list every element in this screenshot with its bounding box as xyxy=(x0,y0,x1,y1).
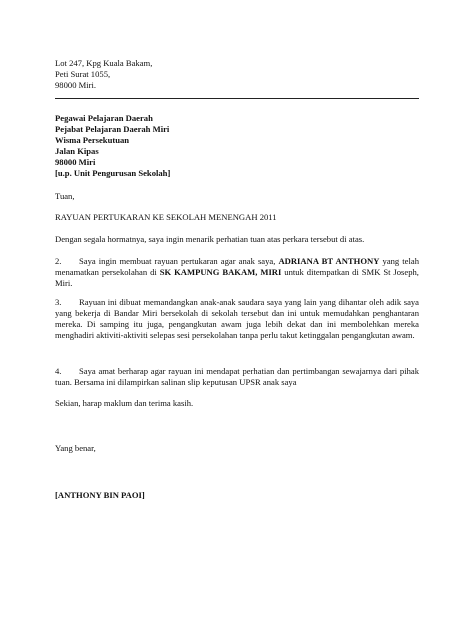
sender-address xyxy=(55,58,419,91)
salutation: Tuan, xyxy=(55,191,75,201)
paragraph-text: untuk ditempatkan di SMK St Joseph, Miri. xyxy=(55,267,419,288)
signatory-name: [ANTHONY BIN PAOI] xyxy=(55,490,145,500)
paragraph-number: 3. xyxy=(55,297,62,307)
sender-address-line: 98000 Miri. xyxy=(55,80,97,90)
paragraph-text: Rayuan ini dibuat memandangkan anak-anak saudara saya yang lain yang dihantar oleh adik saya yang bekerja di Bandar Miri bersekolah di sekolah tersebut dan ini untuk memudahkan penghantaran mereka. Di samping itu juga, pengangkutan awam juga lebih dekat dan ini membolehkan mereka menghadiri aktiviti-aktiviti selepas sesi persekolahan tanpa perlu takut ketinggalan pengangkutan awam. xyxy=(55,297,419,340)
student-name: ADRIANA BT ANTHONY xyxy=(278,256,380,266)
recipient-address xyxy=(55,113,419,179)
paragraph-2 xyxy=(55,256,419,289)
recipient-line: Pegawai Pelajaran Daerah xyxy=(55,113,153,123)
paragraph-text: yang telah menamatkan persekolahan di xyxy=(55,256,419,277)
paragraph-number: 2. xyxy=(55,256,62,266)
recipient-line: Jalan Kipas xyxy=(55,146,99,156)
letter-subject: RAYUAN PERTUKARAN KE SEKOLAH MENENGAH 2011 xyxy=(55,212,277,222)
recipient-line: Wisma Persekutuan xyxy=(55,135,130,145)
opening-paragraph: Dengan segala hormatnya, saya ingin menarik perhatian tuan atas perkara tersebut di atas. xyxy=(55,234,365,244)
sender-address-line: Lot 247, Kpg Kuala Bakam, xyxy=(55,58,153,68)
paragraph-4 xyxy=(55,366,419,388)
recipient-line: Pejabat Pelajaran Daerah Miri xyxy=(55,124,170,134)
sender-address-line: Peti Surat 1055, xyxy=(55,69,111,79)
paragraph-text: Saya ingin membuat rayuan pertukaran agar anak saya, xyxy=(79,256,276,266)
closing-line: Sekian, harap maklum dan terima kasih. xyxy=(55,398,194,408)
header-divider xyxy=(55,98,419,99)
sign-off: Yang benar, xyxy=(55,443,96,453)
paragraph-3 xyxy=(55,297,419,341)
recipient-line: 98000 Miri xyxy=(55,157,96,167)
paragraph-number: 4. xyxy=(55,366,62,376)
school-name: SK KAMPUNG BAKAM, MIRI xyxy=(159,267,282,277)
paragraph-text: Saya amat berharap agar rayuan ini mendapat perhatian dan pertimbangan sewajarnya dari pihak tuan. Bersama ini dilampirkan salinan slip keputusan UPSR anak saya xyxy=(55,366,419,387)
recipient-line: [u.p. Unit Pengurusan Sekolah] xyxy=(55,168,171,178)
